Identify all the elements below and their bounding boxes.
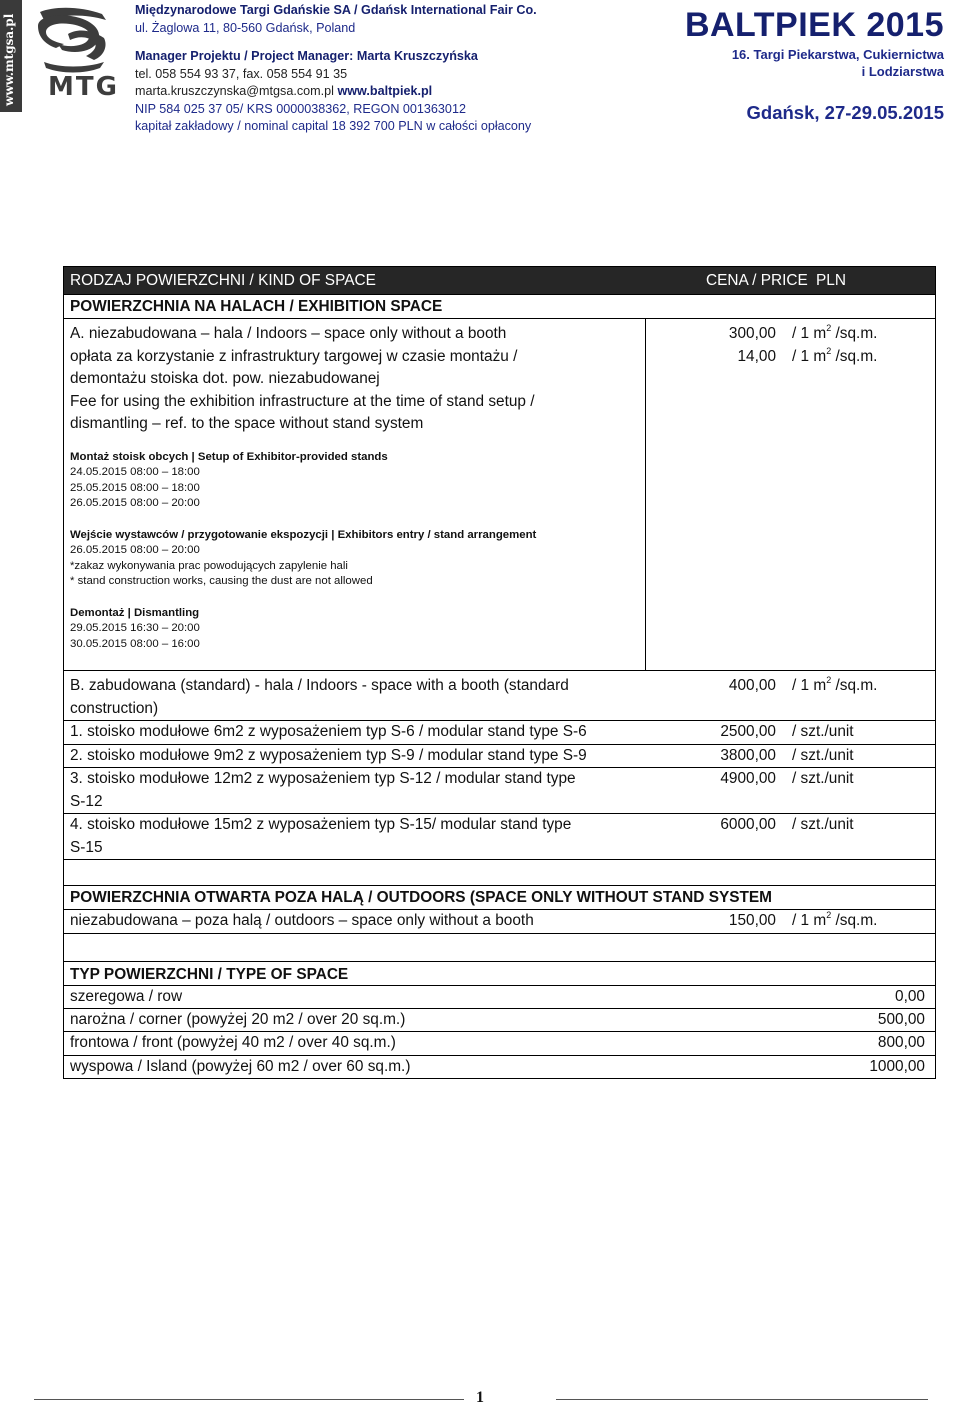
stand-row: 1. stoisko modułowe 6m2 z wyposażeniem typ S-6 / modular stand type S-6 2500,00 / szt./unit — [64, 720, 935, 744]
infrastructure-fee-row: 14,00 / 1 $m^2$ /sq.m. — [646, 346, 935, 369]
company-address: ul. Żaglowa 11, 80-560 Gdańsk, Poland — [135, 20, 356, 35]
outdoor-label: niezabudowana – poza halą / outdoors – space only without a booth — [70, 912, 534, 929]
side-website-text: www.mtgsa.pl — [2, 13, 16, 106]
event-website-link[interactable]: www.baltpiek.pl — [337, 84, 433, 98]
entry-date: 26.05.2015 08:00 – 20:00 — [70, 544, 200, 556]
exhibition-space-title: POWIERZCHNIA NA HALACH / EXHIBITION SPACE — [64, 294, 935, 318]
item-b-line-1: B. zabudowana (standard) - hala / Indoors - space with a booth (standard — [70, 677, 569, 694]
item-a-line-2: opłata za korzystanie z infrastruktury targowej w czasie montażu / — [70, 347, 518, 365]
stand-row: 2. stoisko modułowe 9m2 z wyposażeniem typ S-9 / modular stand type S-9 3800,00 / szt./unit — [64, 744, 935, 768]
dismantle-date: 29.05.2015 16:30 – 20:00 — [70, 622, 200, 634]
item-a-price: 300,00 — [728, 325, 776, 342]
company-capital: kapitał zakładowy / nominal capital 18 392 700 PLN w całości opłacony — [135, 119, 532, 133]
dismantle-title: Demontaż | Dismantling — [70, 606, 200, 619]
item-a-line-4: Fee for using the exhibition infrastructure at the time of stand setup / — [70, 392, 535, 410]
schedule — [70, 450, 645, 653]
setup-date: 25.05.2015 08:00 – 18:00 — [70, 481, 200, 494]
header-kind: RODZAJ POWIERZCHNI / KIND OF SPACE — [70, 271, 376, 289]
item-a-line-3: demontażu stoiska dot. pow. niezabudowanej — [70, 370, 380, 387]
entry-title: Wejście wystawców / przygotowanie ekspozycji | Exhibitors entry / stand arrangement — [70, 528, 537, 541]
setup-date: 26.05.2015 08:00 – 20:00 — [70, 497, 200, 509]
item-b-section: B. zabudowana (standard) - hala / Indoors - space with a booth (standard construction) 400,00 / 1 $m^2$ /sq.m. 1. stoisko modułowe 6m2 z wyposażeniem typ S-6 / modular stand type S-6 2500,00 / szt./unit 2. stoisko modułowe 9m2 z wyposażeniem typ S-9 / modular stand type S-9 3800,00 / szt./unit 3. stoisko modułowe 12m2 z wyposażeniem typ S-12 / modular stand type S-12 4900,00 / szt./unit 4. stoisko modułowe 15m2 z wyposażeniem typ S-15/ modular stand type S-15 6000,00 / szt./unit — [64, 670, 935, 859]
contact-email[interactable]: marta.kruszczynska@mtgsa.com.pl — [135, 84, 334, 98]
entry-note: * stand construction works, causing the dust are not allowed — [70, 575, 373, 587]
space-type-row: wyspowa / Island (powyżej 60 m2 / over 60 sq.m.) 1000,00 — [64, 1055, 935, 1078]
company-info — [135, 2, 537, 136]
page-number: 1 — [476, 1389, 484, 1406]
outdoor-price: 150,00 — [728, 912, 776, 929]
setup-date: 24.05.2015 08:00 – 18:00 — [70, 466, 200, 478]
item-a-line-1: A. niezabudowana – hala / Indoors – space only without a booth — [70, 325, 507, 342]
event-subtitle-1: 16. Targi Piekarstwa, Cukiernictwa — [731, 47, 944, 62]
website-side-strip — [0, 0, 22, 112]
dismantle-date: 30.05.2015 08:00 – 16:00 — [70, 637, 200, 650]
outdoor-row: niezabudowana – poza halą / outdoors – space only without a booth 150,00 / 1 $m^2$ /sq.m. — [64, 909, 935, 933]
event-date: Gdańsk, 27-29.05.2015 — [746, 102, 944, 123]
table-header — [64, 267, 935, 294]
space-type-row: narożna / corner (powyżej 20 m2 / over 20 sq.m.) 500,00 — [64, 1008, 935, 1031]
event-subtitle-2: i Lodziarstwa — [861, 64, 944, 79]
project-manager: Manager Projektu / Project Manager: Marta Kruszczyńska — [135, 49, 478, 63]
infrastructure-fee-price: 14,00 — [737, 347, 776, 365]
space-type-row: szeregowa / row 0,00 — [64, 985, 935, 1008]
space-type-title: TYP POWIERZCHNI / TYPE OF SPACE — [64, 961, 935, 985]
price-table — [63, 266, 936, 1079]
item-a-line-5: dismantling – ref. to the space without stand system — [70, 415, 424, 432]
header-price: CENA / PRICE — [706, 271, 808, 289]
entry-note: *zakaz wykonywania prac powodujących zapylenie hali — [70, 559, 348, 572]
event-title: BALTPIEK 2015 — [684, 6, 944, 44]
outdoor-space-title: POWIERZCHNIA OTWARTA POZA HALĄ / OUTDOORS (SPACE ONLY WITHOUT STAND SYSTEM — [64, 885, 935, 909]
header-currency: PLN — [816, 271, 846, 289]
item-a-price-row: 300,00 / 1 $m^2$ /sq.m. — [646, 323, 935, 346]
company-name: Międzynarodowe Targi Gdańskie SA / Gdańsk International Fair Co. — [135, 3, 537, 17]
item-a-section — [64, 318, 935, 670]
company-registry: NIP 584 025 37 05/ KRS 0000038362, REGON 001363012 — [135, 101, 466, 116]
mtg-logo-text: MTG — [48, 72, 119, 102]
event-info — [685, 4, 944, 124]
stand-row: 3. stoisko modułowe 12m2 z wyposażeniem typ S-12 / modular stand type S-12 4900,00 / szt./unit — [64, 767, 935, 813]
item-b-price: 400,00 — [728, 677, 776, 694]
contact-phone: tel. 058 554 93 37, fax. 058 554 91 35 — [135, 66, 348, 81]
space-type-row: frontowa / front (powyżej 40 m2 / over 40 sq.m.) 800,00 — [64, 1031, 935, 1054]
item-b-line-2: construction) — [70, 699, 159, 717]
setup-title: Montaż stoisk obcych | Setup of Exhibitor-provided stands — [70, 450, 388, 463]
stand-row: 4. stoisko modułowe 15m2 z wyposażeniem typ S-15/ modular stand type S-15 6000,00 / szt./unit — [64, 813, 935, 859]
